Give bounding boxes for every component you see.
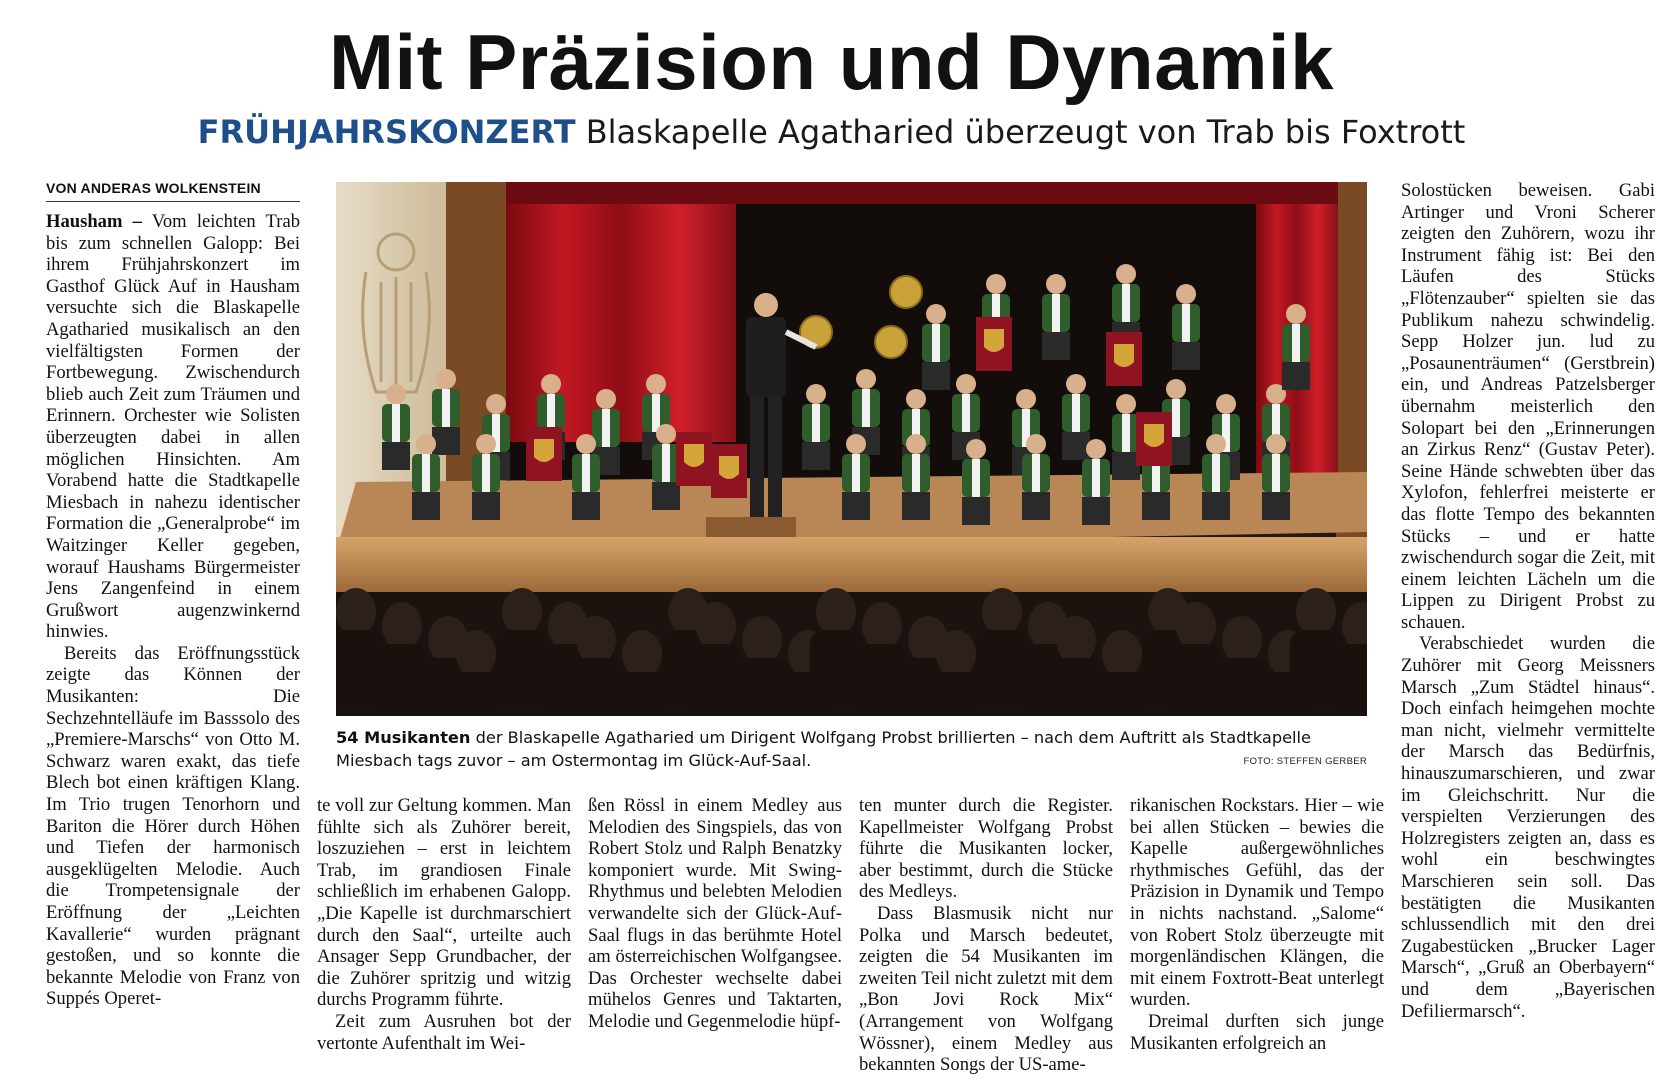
article-column-5	[1130, 795, 1384, 1083]
photo-caption	[336, 726, 1367, 772]
paragraph: ten munter durch die Register. Kapellmeister Wolfgang Probst führte die Musikanten locker, aber bestimmt, durch die Stücke des Medleys.	[859, 795, 1113, 903]
subheadline: Blaskapelle Agatharied überzeugt von Trab bis Foxtrott	[585, 113, 1466, 151]
paragraph: te voll zur Geltung kommen. Man fühlte sich als Zuhörer bereit, loszuziehen – erst in leichtem Trab, im grandiosen Finale schließlich im erhabenen Galopp. „Die Kapelle ist durchmarschiert durch den Saal“, urteilte auch Ansager Sepp Grundbacher, der die Zuhörer spritzig und witzig durchs Programm führte.	[317, 795, 571, 1011]
article-column-2	[317, 795, 571, 1083]
stage-front	[336, 537, 1367, 592]
paragraph-text: Vom leichten Trab bis zum schnellen Galopp: Bei ihrem Frühjahrskonzert im Gasthof Glück Auf in Hausham versuchte sich die Blaskapelle Agatharied musikalisch an den vielfältigsten Formen der Fortbewegung. Zwischendurch blieb auch Zeit zum Träumen und Erinnern. Orchester wie Solisten überzeugten dabei in allen möglichen Hinsichten. Am Vorabend hatte die Stadtkapelle Miesbach in nahezu identischer Formation die „Generalprobe“ im Waitzinger Keller gegeben, worauf Haushams Bürgermeister Jens Zangenfeind in einem Grußwort augenzwinkernd hinwies.	[46, 211, 300, 643]
dateline: Hausham –	[46, 211, 142, 232]
paragraph: Solostücken beweisen. Gabi Artinger und Vroni Scherer zeigten den Zuhörern, wozu ihr Instrument fähig ist: Bei den Läufen des Stücks „Flötenzauber“ spielten sie das Publikum nahezu schwindelig. Sepp Holzer jun. lud zu „Posaunenträumen“ (Gerstbrein) ein, und Andreas Patzelsberger übernahm meisterlich den Solopart bei den „Erinnerungen an Zirkus Renz“ (Gustav Peter). Seine Hände schwebten über das Xylofon, fehlerfrei meisterte er das flotte Tempo des bekannten Stücks – und er hatte zwischendurch sogar die Zeit, mit einem leichten Lächeln um die Lippen zu Dirigent Probst zu schauen.	[1401, 180, 1655, 633]
paragraph: ßen Rössl in einem Medley aus Melodien des Singspiels, das von Robert Stolz und Ralph Benatzky komponiert wurde. Mit Swing-Rhythmus und belebten Melodien verwandelte sich der Glück-Auf-Saal flugs in das berühmte Hotel am österreichischen Wolfgangsee. Das Orchester wechselte dabei mühelos Genres und Taktarten, Melodie und Gegenmelodie hüpf-	[588, 795, 842, 1032]
paragraph: Dreimal durften sich junge Musikanten erfolgreich an	[1130, 1010, 1384, 1054]
article-column-4	[859, 795, 1113, 1083]
subheadline-line	[0, 110, 1663, 154]
concert-photo	[336, 182, 1367, 716]
caption-lead: 54 Musikanten	[336, 728, 471, 747]
headline: Mit Präzision und Dynamik	[329, 18, 1334, 106]
article-column-6	[1401, 180, 1655, 1083]
article-column-3	[588, 795, 842, 1083]
paragraph: Dass Blasmusik nicht nur Polka und Marsch bedeutet, zeigten die 54 Musikanten im zweiten Teil nicht zuletzt mit dem „Bon Jovi Rock Mix“ (Arrangement von Wolfgang Wössner), einem Medley aus bekannten Songs der US-ame-	[859, 902, 1113, 1076]
photo-credit: FOTO: STEFFEN GERBER	[1243, 756, 1367, 767]
paragraph: Bereits das Eröffnungsstück zeigte das Können der Musikanten: Die Sechzehntelläufe im Basssolo des „Premiere-Marschs“ von Otto M. Schwarz waren exakt, das tiefe Blech bot einen kräftigen Klang. Im Trio trugen Tenorhorn und Bariton die Hörer durch Höhen und Tiefen der harmonisch ausgeklügelten Melodie. Auch die Trompetensignale der Eröffnung der „Leichten Kavallerie“ wurden prägnant gestoßen, und so konnte die bekannte Melodie von Franz von Suppés Operet-	[46, 642, 300, 1010]
paragraph: rikanischen Rockstars. Hier – wie bei allen Stücken – bewies die Kapelle außergewöhnliches rhythmisches Gefühl, das der Präzision in Dynamik und Tempo in nichts nachstand. „Salome“ von Robert Stolz überzeugte mit morgenländischen Klängen, die mit einem Foxtrott-Beat unterlegt wurden.	[1130, 795, 1384, 1011]
caption-text: der Blaskapelle Agatharied um Dirigent Wolfgang Probst brillierten – nach dem Auftritt als Stadtkapelle Miesbach tags zuvor – am Ostermontag im Glück-Auf-Saal.	[336, 728, 1312, 770]
paragraph: Zeit zum Ausruhen bot der vertonte Aufenthalt im Wei-	[317, 1010, 571, 1054]
kicker: FRÜHJAHRSKONZERT	[197, 113, 576, 151]
paragraph	[46, 211, 300, 643]
article-column-1	[46, 211, 300, 1083]
paragraph: Verabschiedet wurden die Zuhörer mit Georg Meissners Marsch „Zum Städtel hinaus“. Doch einfach heimgehen mochte man nicht, vielmehr vermittelte der Marsch das Bedürfnis, hinauszumarschieren, und zwar im Gleichschritt. Nur die verspielten Verzierungen des Holzregisters zeigten an, dass es wohl ein beschwingtes Marschieren sein soll. Das bestätigten die Musikanten schlussendlich mit den drei Zugabestücken „Brucker Lager Marsch“, „Gruß an Oberbayern“ und dem „Bayerischen Defiliermarsch“.	[1401, 633, 1655, 1022]
byline: VON ANDERAS WOLKENSTEIN	[46, 177, 300, 202]
